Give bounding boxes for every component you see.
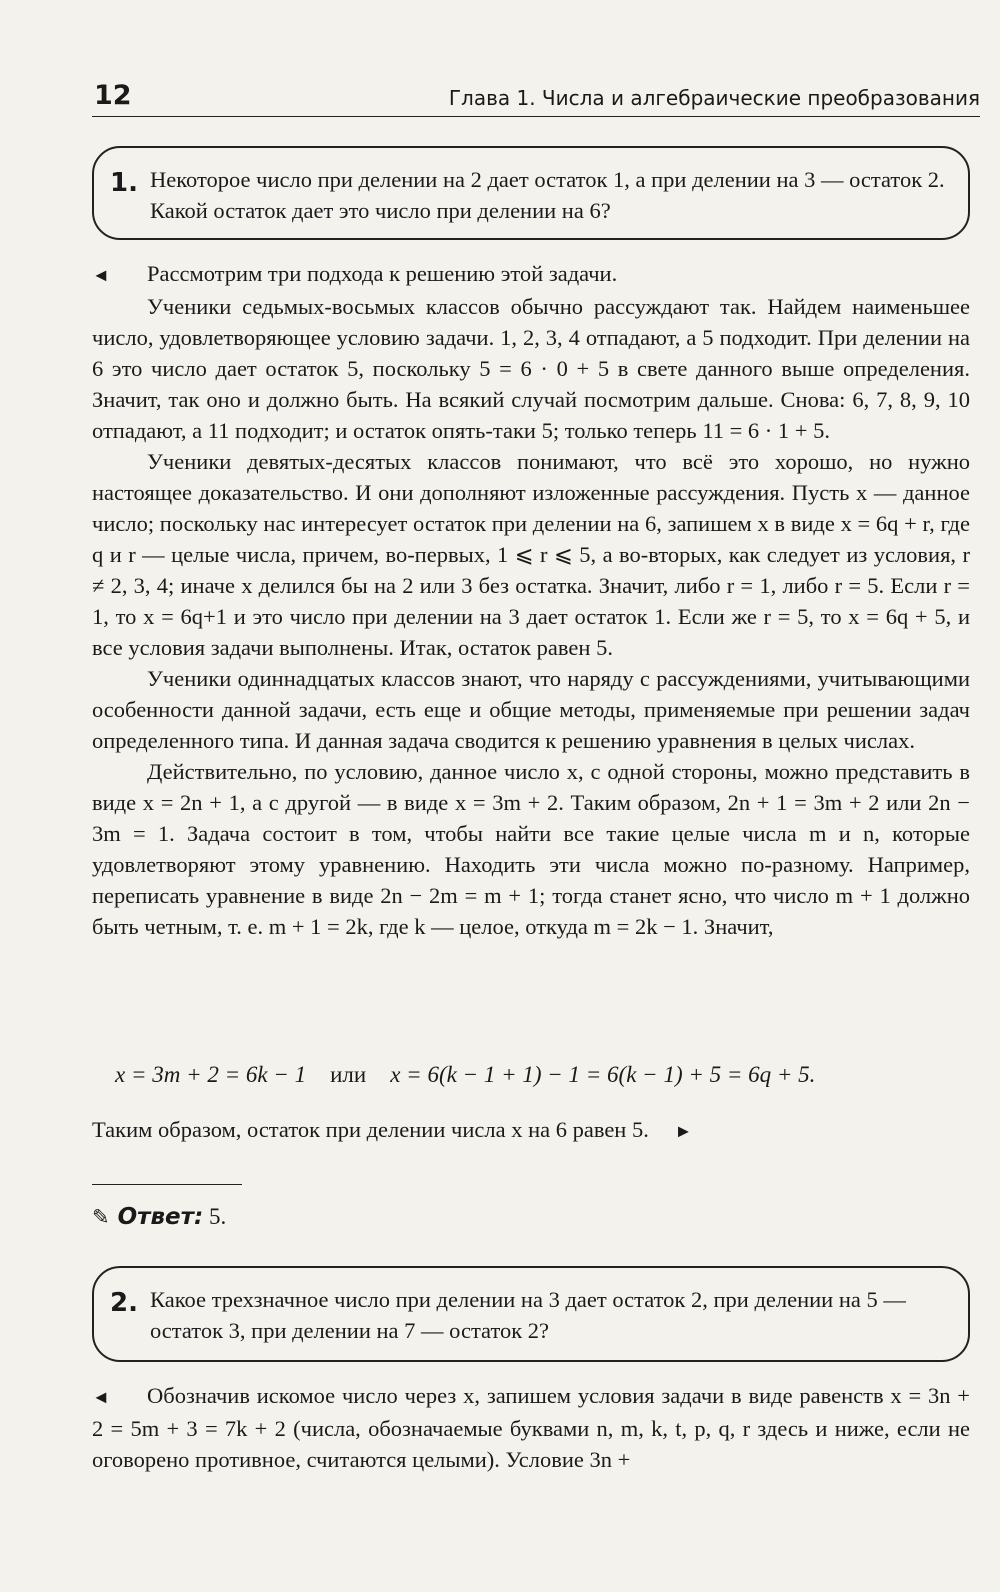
answer-label: Ответ:	[117, 1204, 204, 1230]
answer-value: 5.	[208, 1204, 227, 1229]
solution-paragraph: ◄ Рассмотрим три подхода к решению этой задачи.	[92, 258, 970, 291]
divider	[92, 1184, 242, 1185]
display-formula	[115, 1062, 965, 1088]
page-header	[92, 78, 980, 117]
chapter-title: Глава 1. Числа и алгебраические преобразования	[448, 86, 980, 110]
problem-text: Некоторое число при делении на 2 дает остаток 1, а при делении на 3 — остаток 2. Какой остаток дает это число при делении на 6?	[150, 167, 945, 223]
solution-1	[92, 258, 970, 942]
solution-conclusion	[92, 1114, 970, 1147]
pencil-icon: ✎	[92, 1205, 110, 1229]
solution-end-marker: ►	[674, 1121, 693, 1141]
problem-text: Какое трехзначное число при делении на 3 дает остаток 2, при делении на 5 — остаток 3, при делении на 7 — остаток 2?	[150, 1287, 906, 1343]
solution-2	[92, 1380, 970, 1475]
problem-2-box	[92, 1266, 970, 1362]
solution-paragraph: ◄ Обозначив искомое число через x, запишем условия задачи в виде равенств x = 3n + 2 = 5m + 3 = 7k + 2 (числа, обозначаемые буквами n, m, k, t, p, q, r здесь и ниже, если не оговорено противное, считаются целыми). Условие 3n +	[92, 1383, 970, 1472]
solution-paragraph: Действительно, по условию, данное число x, с одной стороны, можно представить в виде x = 2n + 1, а с другой — в виде x = 3m + 2. Таким образом, 2n + 1 = 3m + 2 или 2n − 3m = 1. Задача состоит в том, чтобы найти все такие целые числа m и n, которые удовлетворяют этому уравнению. Находить эти числа можно по-разному. Например, переписать уравнение в виде 2n − 2m = m + 1; тогда станет ясно, что число m + 1 должно быть четным, т. е. m + 1 = 2k, где k — целое, откуда m = 2k − 1. Значит,	[92, 759, 970, 939]
solution-paragraph: Ученики одиннадцатых классов знают, что наряду с рассуждениями, учитывающими особенности данной задачи, есть еще и общие методы, применяемые при решении задач определенного типа. И данная задача сводится к решению уравнения в целых числах.	[92, 666, 970, 753]
formula-or: или	[330, 1062, 367, 1087]
problem-number: 2.	[110, 1288, 138, 1318]
conclusion-text: Таким образом, остаток при делении числа x на 6 равен 5.	[92, 1117, 649, 1142]
solution-paragraph: Ученики седьмых-восьмых классов обычно рассуждают так. Найдем наименьшее число, удовлетворяющее условию задачи. 1, 2, 3, 4 отпадают, а 5 подходит. При делении на 6 это число дает остаток 5, поскольку 5 = 6 · 0 + 5 в свете данного выше определения. Значит, так оно и должно быть. На всякий случай посмотрим дальше. Снова: 6, 7, 8, 9, 10 отпадают, а 11 подходит; и остаток опять-таки 5; только теперь 11 = 6 · 1 + 5.	[92, 294, 970, 443]
formula-right: x = 6(k − 1 + 1) − 1 = 6(k − 1) + 5 = 6q + 5.	[390, 1062, 816, 1087]
answer-1	[92, 1204, 226, 1230]
solution-paragraph: Ученики девятых-десятых классов понимают, что всё это хорошо, но нужно настоящее доказательство. И они дополняют изложенные рассуждения. Пусть x — данное число; поскольку нас интересует остаток при делении на 6, запишем x в виде x = 6q + r, где q и r — целые числа, причем, во-первых, 1 ⩽ r ⩽ 5, а во-вторых, как следует из условия, r ≠ 2, 3, 4; иначе x делился бы на 2 или 3 без остатка. Значит, либо r = 1, либо r = 5. Если r = 1, то x = 6q+1 и это число при делении на 3 дает остаток 1. Если же r = 5, то x = 6q + 5, и все условия задачи выполнены. Итак, остаток равен 5.	[92, 449, 970, 660]
formula-left: x = 3m + 2 = 6k − 1	[115, 1062, 307, 1087]
page-number: 12	[94, 80, 132, 111]
solution-start-marker: ◄	[92, 265, 110, 285]
solution-start-marker: ◄	[92, 1387, 110, 1407]
problem-number: 1.	[110, 168, 138, 198]
problem-1-box	[92, 146, 970, 240]
